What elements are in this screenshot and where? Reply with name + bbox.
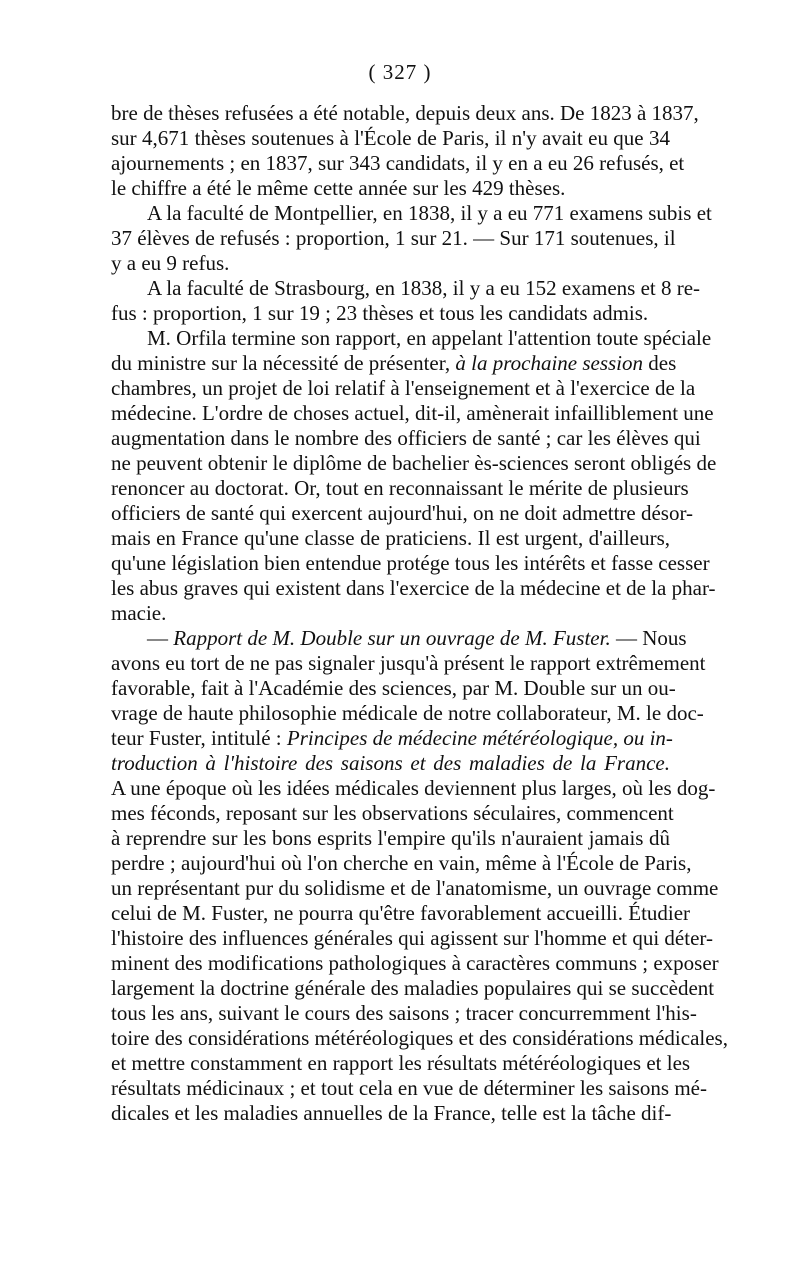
- text-line: teur Fuster, intitulé : Principes de médecine météréologique, ou in-: [111, 726, 673, 750]
- text-line: bre de thèses refusées a été notable, depuis deux ans. De 1823 à 1837,: [111, 101, 699, 125]
- text-line: les abus graves qui existent dans l'exercice de la médecine et de la phar-: [111, 576, 716, 600]
- text-line: chambres, un projet de loi relatif à l'enseignement et à l'exercice de la: [111, 376, 696, 400]
- text-line: sur 4,671 thèses soutenues à l'École de Paris, il n'y avait eu que 34: [111, 126, 670, 150]
- text-line: officiers de santé qui exercent aujourd'hui, on ne doit admettre désor-: [111, 501, 694, 525]
- text-line: — Rapport de M. Double sur un ouvrage de M. Fuster. — Nous: [147, 626, 687, 650]
- page-number: ( 327 ): [368, 60, 432, 84]
- text-line: tous les ans, suivant le cours des saisons ; tracer concurremment l'his-: [111, 1001, 697, 1025]
- text-line: A une époque où les idées médicales deviennent plus larges, où les dog-: [111, 776, 716, 800]
- text-line: macie.: [111, 601, 167, 625]
- text-line: l'histoire des influences générales qui agissent sur l'homme et qui déter-: [111, 926, 713, 950]
- text-line: et mettre constamment en rapport les résultats météréologiques et les: [111, 1051, 691, 1075]
- text-line: largement la doctrine générale des maladies populaires qui se succèdent: [111, 976, 715, 1000]
- text-line: ajournements ; en 1837, sur 343 candidats, il y en a eu 26 refusés, et: [111, 151, 685, 175]
- text-line: favorable, fait à l'Académie des sciences, par M. Double sur un ou-: [111, 676, 676, 700]
- text-line: y a eu 9 refus.: [111, 251, 230, 275]
- text-line: mes féconds, reposant sur les observations séculaires, commencent: [111, 801, 674, 825]
- text-line: ne peuvent obtenir le diplôme de bachelier ès-sciences seront obligés de: [111, 451, 717, 475]
- text-line: M. Orfila termine son rapport, en appelant l'attention toute spéciale: [147, 326, 712, 350]
- text-line: 37 élèves de refusés : proportion, 1 sur 21. — Sur 171 soutenues, il: [111, 226, 676, 250]
- text-line: troduction à l'histoire des saisons et des maladies de la France.: [111, 751, 670, 775]
- text-line: augmentation dans le nombre des officiers de santé ; car les élèves qui: [111, 426, 701, 450]
- text-line: fus : proportion, 1 sur 19 ; 23 thèses et tous les candidats admis.: [111, 301, 649, 325]
- text-line: qu'une législation bien entendue protége tous les intérêts et fasse cesser: [111, 551, 710, 575]
- text-line: résultats médicinaux ; et tout cela en vue de déterminer les saisons mé-: [111, 1076, 707, 1100]
- text-line: un représentant pur du solidisme et de l'anatomisme, un ouvrage comme: [111, 876, 719, 900]
- text-line: toire des considérations météréologiques et des considérations médicales,: [111, 1026, 728, 1050]
- text-line: vrage de haute philosophie médicale de notre collaborateur, M. le doc-: [111, 701, 704, 725]
- text-line: le chiffre a été le même cette année sur les 429 thèses.: [111, 176, 566, 200]
- text-line: renoncer au doctorat. Or, tout en reconnaissant le mérite de plusieurs: [111, 476, 689, 500]
- text-line: dicales et les maladies annuelles de la France, telle est la tâche dif-: [111, 1101, 672, 1125]
- text-line: perdre ; aujourd'hui où l'on cherche en vain, même à l'École de Paris,: [111, 851, 692, 875]
- body-text: [0, 96, 800, 1156]
- text-line: médecine. L'ordre de choses actuel, dit-il, amènerait infailliblement une: [111, 401, 714, 425]
- text-line: A la faculté de Montpellier, en 1838, il y a eu 771 examens subis et: [147, 201, 712, 225]
- text-line: A la faculté de Strasbourg, en 1838, il y a eu 152 examens et 8 re-: [147, 276, 701, 300]
- text-line: du ministre sur la nécessité de présenter, à la prochaine session des: [111, 351, 677, 375]
- text-line: à reprendre sur les bons esprits l'empire qu'ils n'auraient jamais dû: [111, 826, 670, 850]
- text-line: mais en France qu'une classe de praticiens. Il est urgent, d'ailleurs,: [111, 526, 670, 550]
- text-line: avons eu tort de ne pas signaler jusqu'à présent le rapport extrêmement: [111, 651, 706, 675]
- text-line: celui de M. Fuster, ne pourra qu'être favorablement accueilli. Étudier: [111, 901, 691, 925]
- text-line: minent des modifications pathologiques à caractères communs ; exposer: [111, 951, 719, 975]
